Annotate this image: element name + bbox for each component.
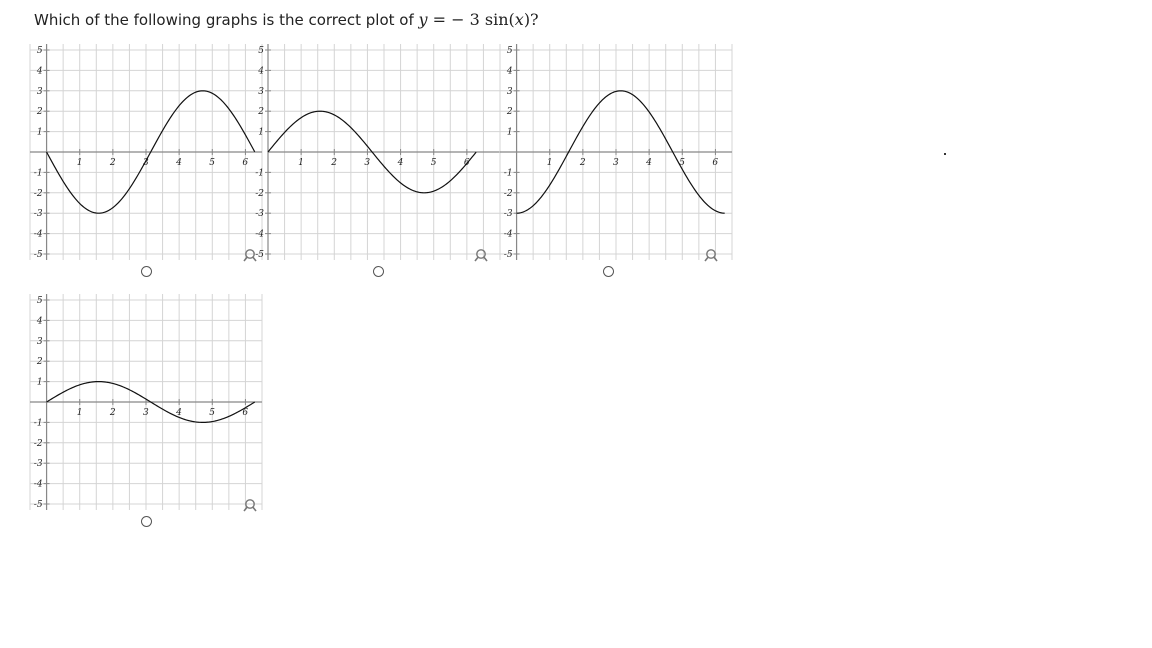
x-tick-label: 3 — [143, 408, 149, 418]
y-tick-label: -2 — [503, 188, 513, 199]
y-tick-label: 1 — [36, 127, 43, 138]
y-tick-label: 3 — [506, 86, 513, 97]
equation — [419, 10, 539, 29]
x-tick-label: 1 — [298, 158, 304, 168]
y-tick-label: -2 — [33, 188, 43, 199]
y-tick-label: 3 — [258, 86, 264, 97]
x-tick-label: 3 — [143, 158, 149, 168]
y-tick-label: -4 — [503, 229, 513, 240]
radio-option-a[interactable] — [141, 266, 152, 277]
zoom-icon[interactable] — [243, 248, 259, 264]
x-tick-label: 4 — [646, 158, 652, 168]
x-tick-label: 6 — [463, 158, 470, 168]
y-tick-label: 4 — [36, 316, 43, 327]
graph-option-b — [255, 40, 500, 264]
y-tick-label: 3 — [36, 336, 43, 347]
y-tick-label: 1 — [506, 127, 513, 138]
zoom-icon[interactable] — [704, 248, 720, 264]
y-tick-label: -1 — [33, 418, 43, 429]
y-tick-label: -1 — [255, 168, 264, 179]
question-prefix: Which of the following graphs is the correct plot of — [34, 11, 414, 29]
x-tick-label: 2 — [331, 158, 338, 168]
y-tick-label: -1 — [33, 168, 43, 179]
x-tick-label: 2 — [109, 408, 116, 418]
graph-option-d — [30, 290, 262, 514]
plot-svg — [255, 40, 500, 264]
plot-svg — [500, 40, 732, 264]
x-tick-label: 1 — [76, 408, 83, 418]
x-tick-label: 6 — [712, 158, 719, 168]
y-tick-label: -4 — [33, 479, 43, 490]
x-tick-label: 5 — [430, 158, 437, 168]
x-tick-label: 5 — [209, 158, 216, 168]
stray-dot — [944, 153, 946, 155]
y-tick-label: -5 — [503, 250, 513, 260]
y-tick-label: 5 — [258, 46, 264, 56]
y-tick-label: 1 — [258, 127, 264, 138]
x-tick-label: 1 — [76, 158, 83, 168]
y-tick-label: -4 — [255, 229, 264, 240]
x-tick-label: 3 — [364, 158, 371, 168]
y-tick-label: -2 — [33, 438, 43, 449]
equation-var: y — [418, 10, 428, 29]
y-tick-label: -3 — [503, 209, 513, 220]
equation-close: )? — [523, 10, 539, 29]
y-tick-label: 4 — [258, 66, 264, 77]
y-tick-label: 4 — [506, 66, 513, 77]
x-tick-label: 5 — [679, 158, 686, 168]
plot-svg — [30, 290, 262, 514]
y-tick-label: 2 — [506, 107, 513, 118]
y-tick-label: -1 — [503, 168, 513, 179]
y-tick-label: 2 — [36, 107, 43, 118]
zoom-icon[interactable] — [474, 248, 490, 264]
graph-option-a — [30, 40, 262, 264]
x-tick-label: 3 — [613, 158, 619, 168]
y-tick-label: -5 — [255, 250, 264, 260]
graph-option-c — [500, 40, 732, 264]
y-tick-label: 5 — [36, 46, 43, 56]
radio-option-b[interactable] — [373, 266, 384, 277]
equation-x: x — [514, 10, 524, 29]
y-tick-label: -2 — [255, 188, 264, 199]
x-tick-label: 2 — [579, 158, 586, 168]
y-tick-label: 1 — [36, 377, 43, 388]
x-tick-label: 4 — [176, 158, 182, 168]
y-tick-label: -3 — [33, 209, 43, 220]
zoom-icon[interactable] — [243, 498, 259, 514]
y-tick-label: -5 — [33, 250, 43, 260]
x-tick-label: 4 — [397, 158, 404, 168]
x-tick-label: 2 — [109, 158, 116, 168]
question-text — [34, 10, 539, 29]
y-tick-label: -4 — [33, 229, 43, 240]
y-tick-label: -3 — [255, 209, 264, 220]
y-tick-label: 2 — [36, 357, 43, 368]
y-tick-label: 2 — [258, 107, 264, 118]
x-tick-label: 4 — [176, 408, 182, 418]
radio-option-d[interactable] — [141, 516, 152, 527]
x-tick-label: 6 — [242, 158, 249, 168]
equation-rhs: − 3 sin( — [451, 10, 515, 29]
y-tick-label: -3 — [33, 459, 43, 470]
radio-option-c[interactable] — [603, 266, 614, 277]
plot-svg — [30, 40, 262, 264]
y-tick-label: -5 — [33, 500, 43, 510]
y-tick-label: 5 — [36, 296, 43, 306]
x-tick-label: 1 — [546, 158, 553, 168]
y-tick-label: 5 — [506, 46, 513, 56]
x-tick-label: 6 — [242, 408, 249, 418]
equation-eq: = — [427, 10, 452, 29]
y-tick-label: 3 — [36, 86, 43, 97]
x-tick-label: 5 — [209, 408, 216, 418]
y-tick-label: 4 — [36, 66, 43, 77]
